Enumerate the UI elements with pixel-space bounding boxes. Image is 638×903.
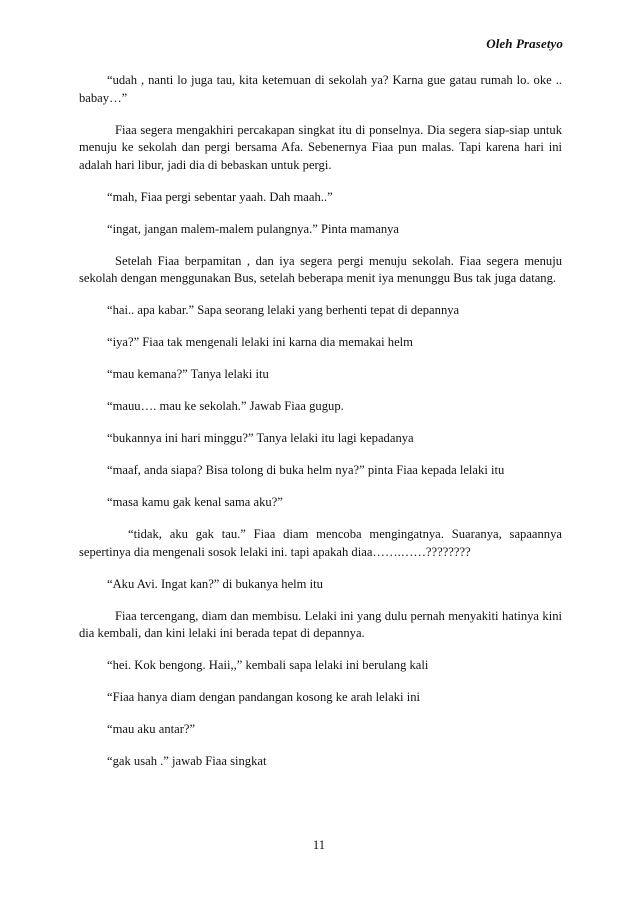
paragraph: “hei. Kok bengong. Haii,,” kembali sapa lelaki ini berulang kali (107, 658, 429, 672)
paragraph: “iya?” Fiaa tak mengenali lelaki ini karna dia memakai helm (107, 335, 413, 349)
body-text (79, 72, 562, 785)
paragraph: “mau aku antar?” (107, 722, 196, 736)
paragraph: “mau kemana?” Tanya lelaki itu (107, 367, 269, 381)
paragraph: “Aku Avi. Ingat kan?” di bukanya helm itu (107, 576, 323, 591)
paragraph: “tidak, aku gak tau.” Fiaa diam mencoba mengingatnya. Suaranya, sapaannya sepertinya dia mengenali sosok lelaki ini. tapi apakah diaa…….……???????? (79, 527, 562, 559)
paragraph: “mah, Fiaa pergi sebentar yaah. Dah maah..” (107, 189, 333, 204)
paragraph: Fiaa segera mengakhiri percakapan singkat itu di ponselnya. Dia segera siap-siap untuk menuju ke sekolah dan pergi bersama Afa. Sebenernya Fiaa pun malas. Tapi karena hari ini adalah hari libur, jadi dia di bebaskan untuk pergi. (79, 122, 562, 172)
paragraph: “maaf, anda siapa? Bisa tolong di buka helm nya?” pinta Fiaa kepada lelaki itu (107, 463, 505, 477)
paragraph: “mauu…. mau ke sekolah.” Jawab Fiaa gugup. (107, 399, 344, 413)
paragraph: Fiaa tercengang, diam dan membisu. Lelaki ini yang dulu pernah menyakiti hatinya kini dia kembali, dan kini lelaki ini berada tepat di depannya. (79, 608, 562, 640)
paragraph: “ingat, jangan malem-malem pulangnya.” Pinta mamanya (107, 221, 400, 236)
paragraph: “udah , nanti lo juga tau, kita ketemuan di sekolah ya? Karna gue gatau rumah lo. oke .. babay…” (79, 73, 562, 105)
paragraph: “hai.. apa kabar.” Sapa seorang lelaki yang berhenti tepat di depannya (107, 303, 460, 317)
paragraph: “gak usah .” jawab Fiaa singkat (107, 754, 267, 768)
paragraph: “masa kamu gak kenal sama aku?” (107, 495, 283, 509)
running-header-author: Oleh Prasetyo (486, 36, 563, 51)
page-number: 11 (312, 838, 326, 852)
paragraph: Setelah Fiaa berpamitan , dan iya segera pergi menuju sekolah. Fiaa segera menuju sekolah dengan menggunakan Bus, setelah beberapa menit iya menunggu Bus tak juga datang. (79, 253, 562, 285)
paragraph: “bukannya ini hari minggu?” Tanya lelaki itu lagi kepadanya (107, 431, 414, 445)
paragraph: “Fiaa hanya diam dengan pandangan kosong ke arah lelaki ini (107, 690, 420, 704)
